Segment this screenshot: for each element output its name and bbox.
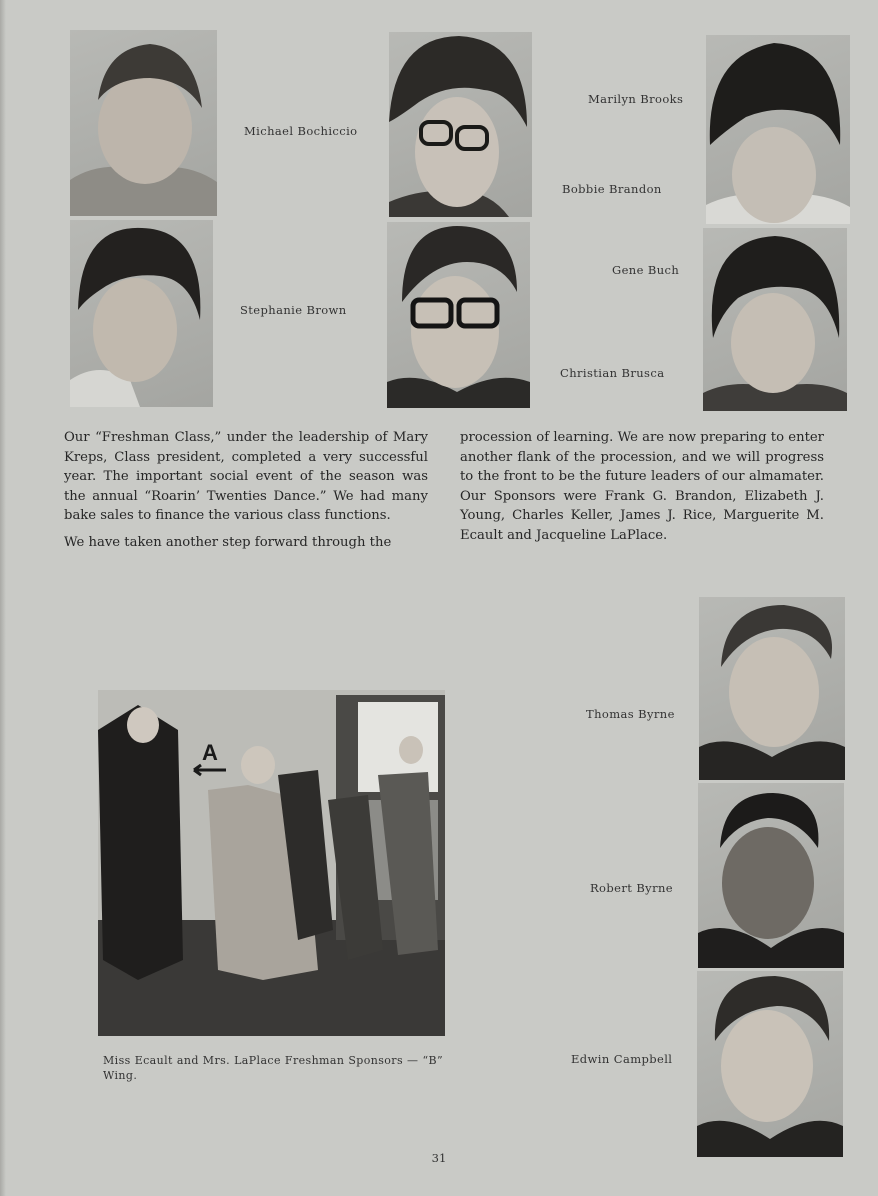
article-paragraph: procession of learning. We are now preparing to enter another flank of the procession, and we will progress to the front to be the future leaders of our almamater. Our Sponsors were Frank G. Brandon, Elizabeth J. Young, Charles Keller, James J. Rice, Marguerite M. Ecault and Jacqueline LaPlace. <box>460 430 824 543</box>
article-paragraph: Our “Freshman Class,” under the leadership of Mary Kreps, Class president, completed a very successful year. The important social event of the season was the annual “Roarin’ Twenties Dance.” We had many bake sales to finance the various class functions. <box>64 430 428 524</box>
photo-caption: Miss Ecault and Mrs. LaPlace Freshman Sponsors — “B” Wing. <box>103 1054 443 1082</box>
portrait-stephanie-brown <box>70 220 213 407</box>
portrait-marilyn-brooks <box>706 35 850 224</box>
name-bobbie-brandon: Bobbie Brandon <box>562 182 662 196</box>
page-number: 31 <box>431 1151 447 1165</box>
name-marilyn-brooks: Marilyn Brooks <box>588 92 684 106</box>
article-paragraph: We have taken another step forward through the <box>64 534 392 550</box>
portrait-bobbie-brandon <box>389 32 532 217</box>
portrait-michael-bochiccio <box>70 30 217 216</box>
name-edwin-campbell: Edwin Campbell <box>571 1052 673 1066</box>
article-right-column <box>460 428 824 553</box>
hallway-photo <box>98 690 445 1036</box>
sign-letter: A <box>202 740 218 765</box>
name-robert-byrne: Robert Byrne <box>590 881 673 895</box>
portrait-christian-brusca <box>387 222 530 408</box>
portrait-thomas-byrne <box>699 597 845 780</box>
name-christian-brusca: Christian Brusca <box>560 366 665 380</box>
name-gene-buch: Gene Buch <box>612 263 680 277</box>
name-stephanie-brown: Stephanie Brown <box>240 303 347 317</box>
name-thomas-byrne: Thomas Byrne <box>586 707 675 721</box>
portrait-gene-buch <box>703 228 847 411</box>
portrait-edwin-campbell <box>697 971 843 1157</box>
article-left-column <box>64 428 428 560</box>
name-michael-bochiccio: Michael Bochiccio <box>244 124 358 138</box>
page-edge <box>0 0 6 1196</box>
portrait-robert-byrne <box>698 783 844 968</box>
